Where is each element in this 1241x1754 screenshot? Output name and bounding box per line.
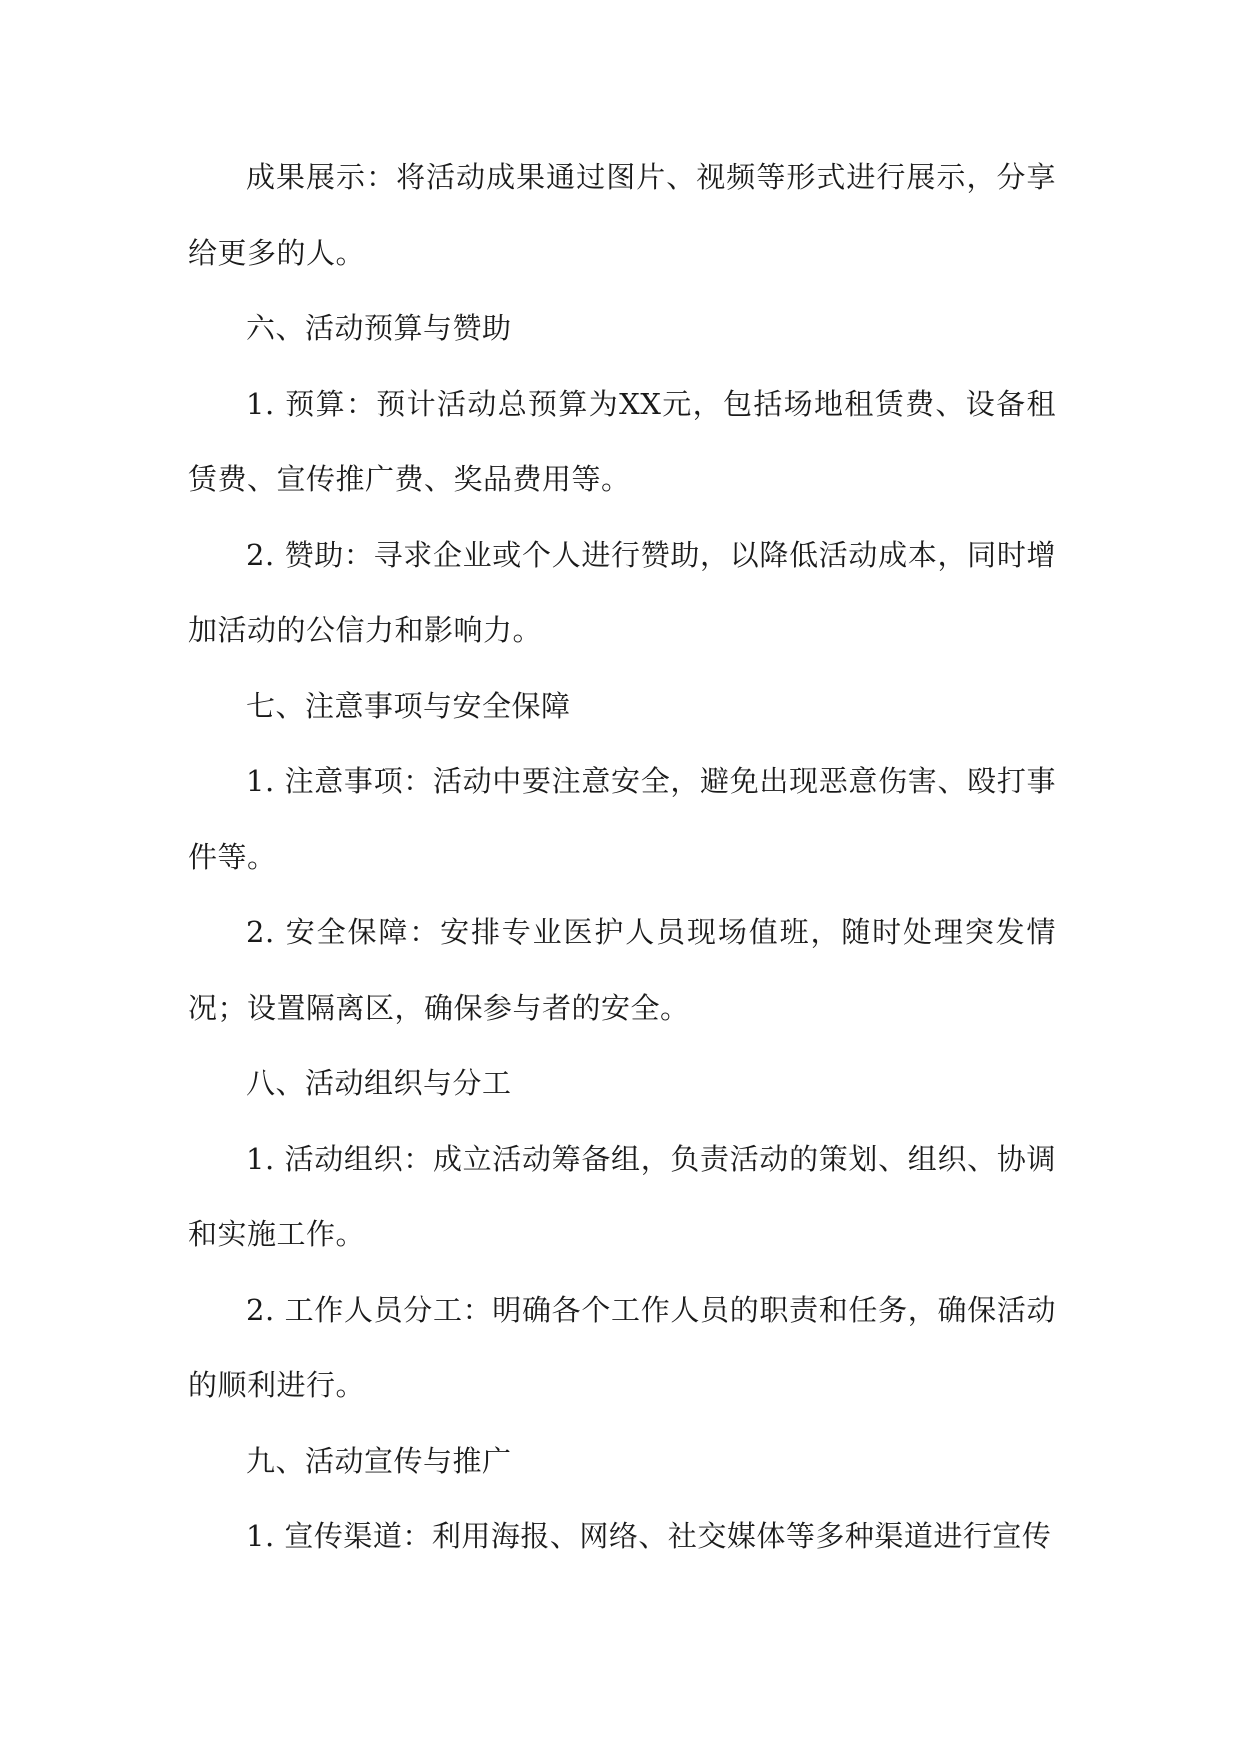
paragraph-promotion-channels: 1. 宣传渠道：利用海报、网络、社交媒体等多种渠道进行宣传: [246, 1519, 1052, 1553]
paragraph-sponsorship: 2. 赞助：寻求企业或个人进行赞助，以降低活动成本，同时增加活动的公信力和影响力。: [188, 537, 1056, 647]
paragraph-organization: 1. 活动组织：成立活动筹备组，负责活动的策划、组织、协调和实施工作。: [188, 1141, 1056, 1251]
paragraph-safety-guarantee: 2. 安全保障：安排专业医护人员现场值班，随时处理突发情况；设置隔离区，确保参与者的安全。: [188, 915, 1056, 1025]
document-body: [188, 140, 1056, 1575]
paragraph-budget: 1. 预算：预计活动总预算为XX元，包括场地租赁费、设备租赁费、宣传推广费、奖品费用等。: [188, 386, 1056, 496]
section-heading-organization: 八、活动组织与分工: [246, 1066, 512, 1100]
paragraph-precautions: 1. 注意事项：活动中要注意安全，避免出现恶意伤害、殴打事件等。: [188, 764, 1056, 874]
section-heading-budget: 六、活动预算与赞助: [246, 311, 512, 345]
section-heading-safety: 七、注意事项与安全保障: [246, 688, 571, 723]
paragraph-results-display: 成果展示：将活动成果通过图片、视频等形式进行展示，分享给更多的人。: [188, 160, 1056, 270]
section-heading-promotion: 九、活动宣传与推广: [246, 1443, 512, 1478]
paragraph-staff-division: 2. 工作人员分工：明确各个工作人员的职责和任务，确保活动的顺利进行。: [188, 1292, 1056, 1402]
